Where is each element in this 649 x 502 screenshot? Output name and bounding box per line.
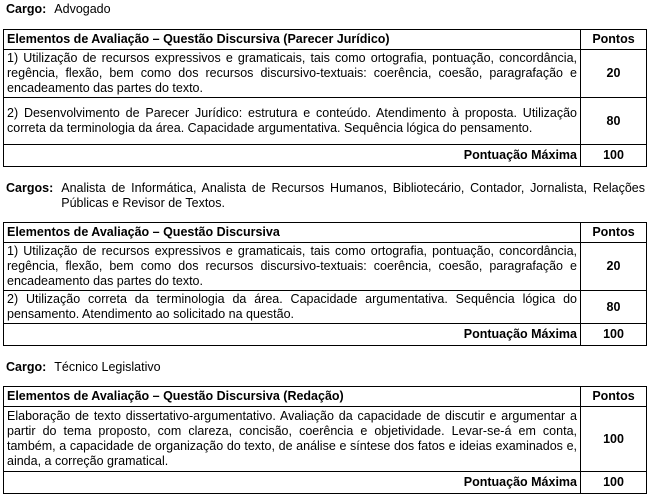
max-score-value: 100 (581, 472, 647, 494)
max-score-label: Pontuação Máxima (4, 145, 581, 167)
criterion-points: 20 (581, 50, 647, 98)
table-row (4, 243, 647, 291)
max-score-row (4, 145, 647, 167)
max-score-value: 100 (581, 145, 647, 167)
max-score-row (4, 472, 647, 494)
evaluation-table-advogado (3, 29, 647, 167)
criterion-points: 20 (581, 243, 647, 291)
criterion-points: 80 (581, 98, 647, 145)
criterion-description: Elaboração de texto dissertativo-argumentativo. Avaliação da capacidade de discutir e argumentar a partir do tema proposto, com clareza, concisão, coerência e objetividade. Levar-se-á em conta, também, a capacidade de organização do texto, de análise e síntese dos fatos e ideias examinados e, ainda, a correção gramatical. (4, 407, 581, 472)
cargo-label: Cargo: (6, 2, 47, 16)
cargo-line-analistas (6, 181, 645, 211)
cargo-line-tecnico (6, 360, 645, 375)
max-score-row (4, 324, 647, 346)
table-header-row (4, 30, 647, 50)
criterion-points: 100 (581, 407, 647, 472)
criterion-description: 1) Utilização de recursos expressivos e gramaticais, tais como ortografia, pontuação, concordância, regência, flexão, bem como dos recursos discursivo-textuais: coerência, coesão, paragrafação e encadeamento das partes do texto. (4, 243, 581, 291)
cargo-line-advogado (6, 2, 645, 17)
header-elements: Elementos de Avaliação – Questão Discursiva (Redação) (4, 387, 581, 407)
cargo-value: Técnico Legislativo (54, 360, 161, 374)
evaluation-table-analistas (3, 222, 647, 346)
max-score-label: Pontuação Máxima (4, 324, 581, 346)
cargo-value: Advogado (54, 2, 111, 16)
header-points: Pontos (581, 223, 647, 243)
header-points: Pontos (581, 30, 647, 50)
criterion-description: 2) Desenvolvimento de Parecer Jurídico: estrutura e conteúdo. Atendimento à proposta. Utilização correta da terminologia da área. Capacidade argumentativa. Sequência lógica do pensamento. (4, 98, 581, 145)
table-row (4, 98, 647, 145)
criterion-description: 2) Utilização correta da terminologia da área. Capacidade argumentativa. Sequência lógica do pensamento. Atendimento ao solicitado na questão. (4, 291, 581, 324)
table-row (4, 291, 647, 324)
criterion-description: 1) Utilização de recursos expressivos e gramaticais, tais como ortografia, pontuação, concordância, regência, flexão, bem como dos recursos discursivo-textuais: coerência, coesão, paragrafação e encadeamento das partes do texto. (4, 50, 581, 98)
header-elements: Elementos de Avaliação – Questão Discursiva (Parecer Jurídico) (4, 30, 581, 50)
evaluation-table-tecnico (3, 386, 647, 494)
header-elements: Elementos de Avaliação – Questão Discursiva (4, 223, 581, 243)
table-row (4, 407, 647, 472)
table-header-row (4, 223, 647, 243)
table-header-row (4, 387, 647, 407)
criterion-points: 80 (581, 291, 647, 324)
table-row (4, 50, 647, 98)
max-score-value: 100 (581, 324, 647, 346)
cargo-value: Analista de Informática, Analista de Recursos Humanos, Bibliotecário, Contador, Jornalista, Relações Públicas e Revisor de Textos. (61, 181, 645, 210)
cargo-label: Cargo: (6, 360, 47, 374)
cargo-label: Cargos: (6, 181, 54, 195)
header-points: Pontos (581, 387, 647, 407)
max-score-label: Pontuação Máxima (4, 472, 581, 494)
